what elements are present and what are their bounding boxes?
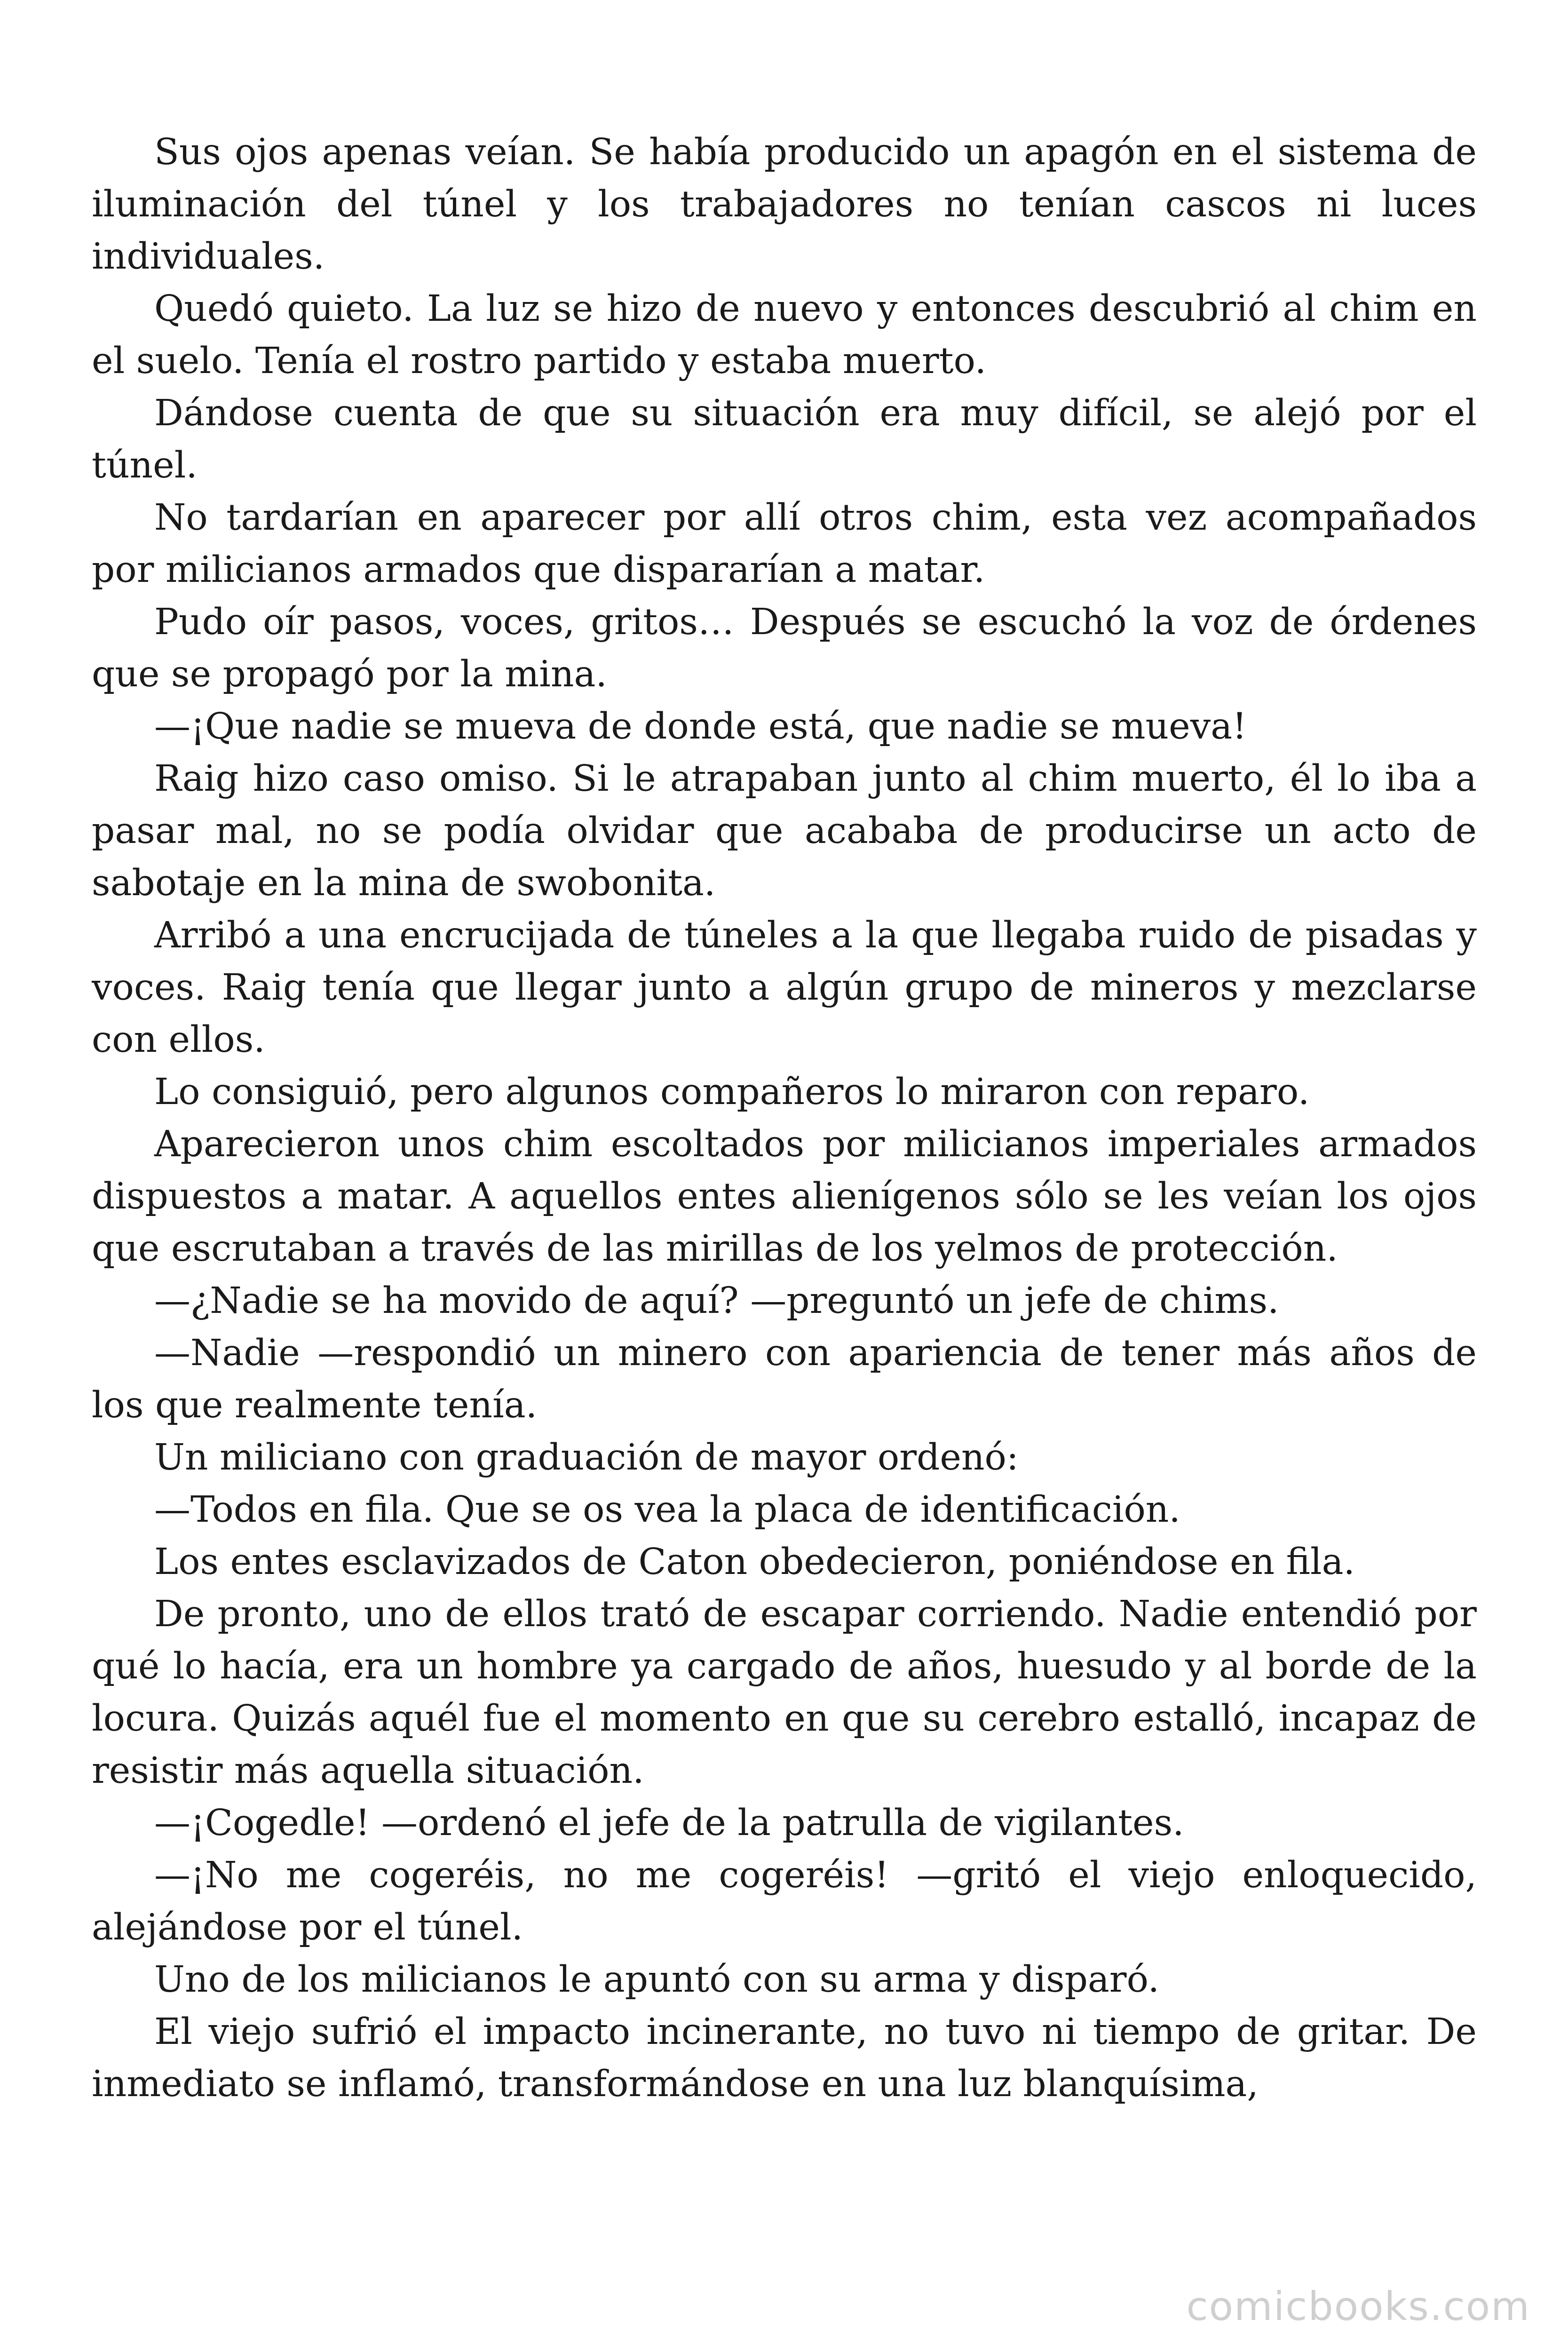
paragraph: —Nadie —respondió un minero con apariencia de tener más años de los que realmente tenía. [92,1332,1477,1426]
paragraph: De pronto, uno de ellos trató de escapar corriendo. Nadie entendió por qué lo hacía, era un hombre ya cargado de años, huesudo y al borde de la locura. Quizás aquél fue el momento en que su cerebro estalló, incapaz de resistir más aquella situación. [92,1593,1477,1792]
paragraph: Raig hizo caso omiso. Si le atrapaban junto al chim muerto, él lo iba a pasar mal, no se podía olvidar que acababa de producirse un acto de sabotaje en la mina de swobonita. [92,758,1477,904]
paragraph: Uno de los milicianos le apuntó con su arma y disparó. [154,1959,1160,2001]
watermark: comicbooks.com [1186,2283,1530,2329]
paragraph: —¡Que nadie se mueva de donde está, que nadie se mueva! [154,706,1247,747]
paragraph: Quedó quieto. La luz se hizo de nuevo y entonces descubrió al chim en el suelo. Tenía el rostro partido y estaba muerto. [92,288,1477,382]
paragraph: Lo consiguió, pero algunos compañeros lo miraron con reparo. [154,1071,1310,1113]
paragraph: —¿Nadie se ha movido de aquí? —preguntó un jefe de chims. [154,1280,1279,1322]
paragraph: El viejo sufrió el impacto incinerante, no tuvo ni tiempo de gritar. De inmediato se inflamó, transformándose en una luz blanquísima, [92,2011,1477,2105]
paragraph: Un miliciano con graduación de mayor ordenó: [154,1437,1019,1478]
paragraph: Sus ojos apenas veían. Se había producido un apagón en el sistema de iluminación del túnel y los trabajadores no tenían cascos ni luces individuales. [92,131,1477,278]
paragraph: —¡Cogedle! —ordenó el jefe de la patrulla de vigilantes. [154,1802,1184,1844]
paragraph: Pudo oír pasos, voces, gritos… Después se escuchó la voz de órdenes que se propagó por la mina. [92,601,1477,695]
paragraph: Aparecieron unos chim escoltados por milicianos imperiales armados dispuestos a matar. A aquellos entes alienígenos sólo se les veían los ojos que escrutaban a través de las mirillas de los yelmos de protección. [92,1123,1477,1270]
paragraph: Dándose cuenta de que su situación era muy difícil, se alejó por el túnel. [92,392,1477,486]
paragraph: Arribó a una encrucijada de túneles a la que llegaba ruido de pisadas y voces. Raig tenía que llegar junto a algún grupo de mineros y mezclarse con ellos. [92,914,1477,1061]
book-page-text [92,126,1477,2110]
paragraph: Los entes esclavizados de Caton obedecieron, poniéndose en fila. [154,1541,1355,1583]
paragraph: —¡No me cogeréis, no me cogeréis! —gritó el viejo enloquecido, alejándose por el túnel. [92,1854,1477,1948]
paragraph: No tardarían en aparecer por allí otros chim, esta vez acompañados por milicianos armados que dispararían a matar. [92,497,1477,591]
paragraph: —Todos en fila. Que se os vea la placa de identificación. [154,1489,1180,1531]
